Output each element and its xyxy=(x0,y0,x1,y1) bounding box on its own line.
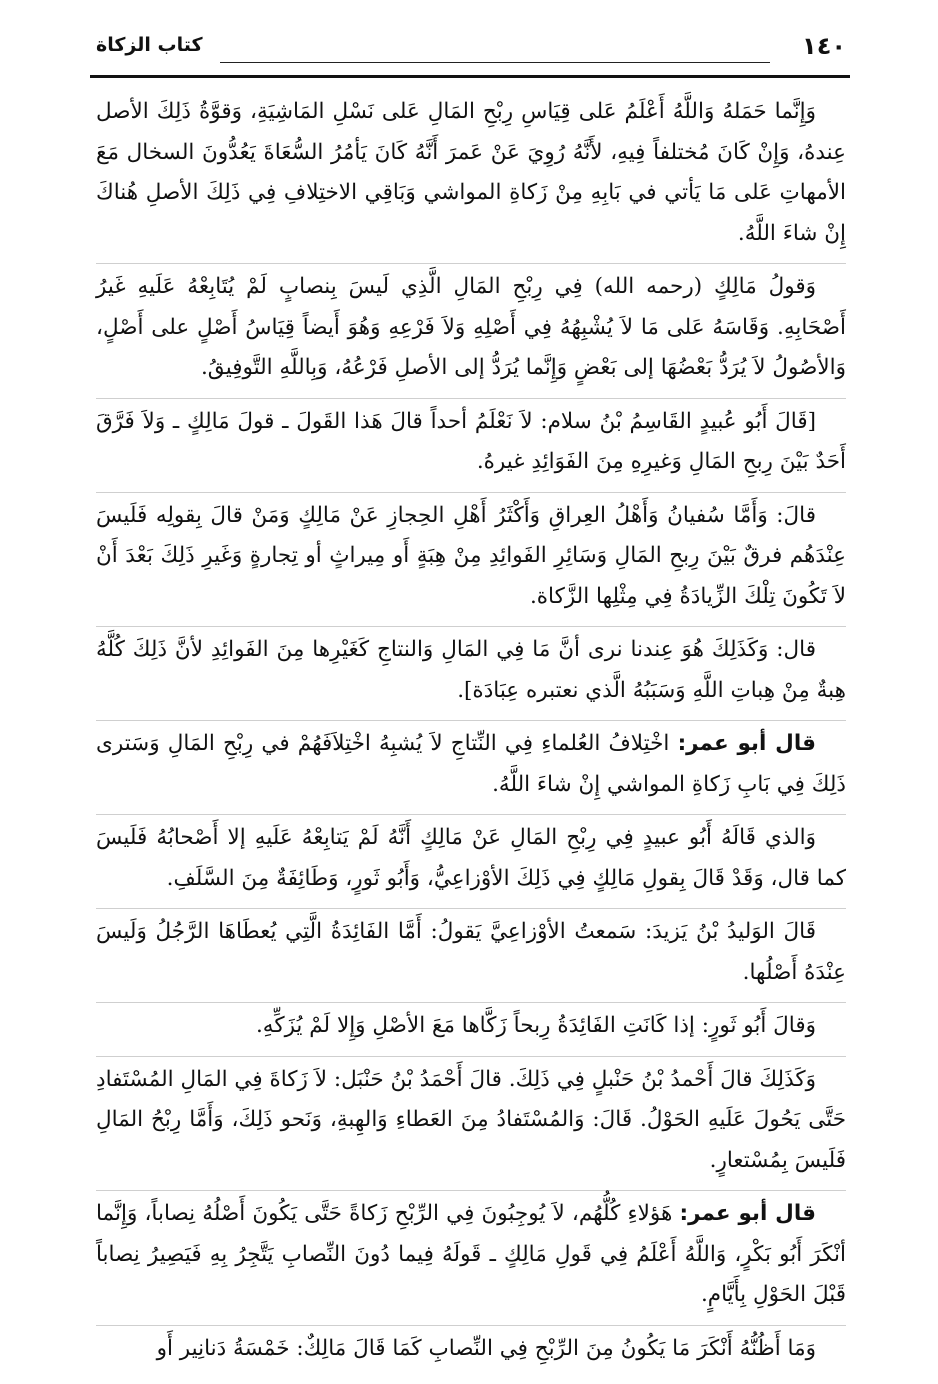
paragraph-text: وَقالَ أَبُو ثَورٍ: إذا كَانَتِ الفَائِدَةُ رِبحاً زَكَّاها مَعَ الأصْلِ وَإِلا لَمْ يُزَكِّهِ. xyxy=(255,1013,816,1038)
paragraph-text: قالَ: وَأَمَّا سُفيانُ وَأَهْلُ العِراقِ وَأَكْثَرُ أَهْلِ الحِجازِ عَنْ مَالِكٍ وَمَنْ قالَ بِقولِه فَلَيسَ عِنْدَهُم فرقٌ بَيْنَ رِبحِ المَالِ وَسَائِرِ الفَوائِدِ مِنْ هِبَةٍ أَو مِيراثٍ أو تِجارةٍ وَغَيرِ ذَلِكَ بَعْدَ أَنْ لاَ تَكُونَ تِلْكَ الزِّيادَةُ فِي مِثْلِها الزَّكاة. xyxy=(96,502,846,609)
paragraph-text: [قَالَ أَبُو عُبيدٍ القَاسِمُ بْنُ سلام: لاَ نَعْلَمُ أحداً قالَ هَذا القَولَ ـ قولَ مَالِكٍ ـ وَلاَ فَرَّقَ أَحَدٌ بَيْنَ رِبحِ المَالِ وَغيرِهِ مِنَ الفَوَائِدِ غيرهُ. xyxy=(96,408,846,474)
body-text xyxy=(96,92,846,1378)
page-header xyxy=(96,28,846,72)
paragraph-text: قال: وَكَذَلِكَ هُوَ عِندنا نرى أنَّ مَا فِي المَالِ وَالنتاجِ كَغَيْرِها مِنَ الفَوائِدِ لأنَّ ذَلِكَ كُلَّهُ هِبةٌ مِنْ هِباتِ اللَّهِ وَسَبَبُهُ الَّذي نعتبره عِبَادَة]. xyxy=(96,637,846,703)
paragraph xyxy=(96,1002,846,1047)
paragraph-text: وَكَذَلِكَ قالَ أَحْمدُ بْنُ حَنْبلٍ فِي ذَلِكَ. قالَ أَحْمَدُ بْنُ حَنْبَل: لاَ زَكاةَ فِي المَالِ المُسْتَفادِ حَتَّى يَحُولَ عَلَيهِ الحَوْلُ. قَالَ: وَالمُسْتَفادُ مِنَ العَطاءِ وَالهِبةِ، وَنَحو ذَلِكَ، وَأَمَّا رِبْحُ المَالِ فَلَيسَ بِمُسْتعارٍ. xyxy=(96,1066,846,1173)
paragraph-text: هَؤلاءِ كُلُّهُم، لاَ يُوجِبُونَ فِي الرِّبْحِ زَكاةً حَتَّى يَكُونَ أَصْلُهُ نِصاباً، وَإِنَّما أنْكَرَ أَبُو بَكْرٍ، وَاللَّهُ أَعْلَمُ فِي قَولِ مَالِكٍ ـ قَولَهُ فِيما دُونَ النِّصابِ يَتَّجِرُ بِهِ فَيَصِيرُ نِصاباً قَبْلَ الحَوْلِ بِأَيَّامٍ. xyxy=(96,1201,846,1307)
paragraph-text: وَإِنَّما حَمَلهُ وَاللَّهُ أَعْلَمُ عَلى قِيَاسِ رِبْحِ المَالِ عَلى نَسْلِ المَاشِيَةِ، وَقوَّةُ ذَلِكَ الأصل عِندهُ، وَإِنْ كَانَ مُختلفاً فِيهِ، لأَنَّهُ رُوِيَ عَنْ عَمرَ أَنَّهُ كَانَ يَأمُرُ السُّعَاةَ يَعُدُّونَ السخال مَعَ الأمهاتِ عَلى مَا يَأتي في بَابِهِ مِنْ زَكاةِ المواشي وَبَاقِي الاختِلافِ فِي ذَلِكَ الأصلِ هُناكَ إِنْ شاءَ اللَّهُ. xyxy=(96,99,846,246)
paragraph xyxy=(96,626,846,711)
paragraph xyxy=(96,1325,846,1370)
paragraph xyxy=(96,1190,846,1316)
header-rule-thick xyxy=(90,75,850,78)
paragraph-text: وَقولُ مَالِكٍ (رحمه الله) فِي رِبْحِ المَالِ الَّذِي لَيسَ بِنصابٍ لَمْ يُتَابِعْهُ عَلَيهِ غَيرُ أَصْحَابِهِ. وَقَاسَهُ عَلى مَا لاَ يُشْبِهُهُ فِي أَصْلِهِ وَلاَ فَرْعِهِ وَهُوَ أَيضاً قِيَاسُ أَصْلٍ على أَصْلٍ، وَالأصُولُ لاَ يُرَدُّ بَعْضُهَا إلى بَعْضٍ وَإِنَّما يُرَدُّ إلى الأصلِ فَرْعُهُ، وَبِاللَّهِ التَّوفِيقُ. xyxy=(96,274,846,380)
page-number: ١٤٠ xyxy=(802,32,846,60)
paragraph xyxy=(96,398,846,483)
paragraph xyxy=(96,92,846,254)
paragraph-text: وَمَا أَظُنُّهُ أَنْكَرَ مَا يَكُونُ مِنَ الرِّبْحِ فِي النِّصابِ كَمَا قَالَ مَالِكٌ: خَمْسَةُ دَنانِير أَو xyxy=(156,1335,816,1361)
paragraph xyxy=(96,1056,846,1182)
paragraph-text: وَالذي قَالَهُ أَبُو عبيدٍ فِي رِبْحِ المَالِ عَنْ مَالِكٍ أَنَّهُ لَمْ يَتابِعْهُ عَلَيهِ إلا أَصْحابُهُ فَلَيسَ كما قال، وَقَدْ قَالَ بِقولِ مَالِكٍ فِي ذَلِكَ الأوْزاعِيُّ، وَأَبُو ثَورٍ، وَطَائِفَةٌ مِنَ السَّلَفِ. xyxy=(96,825,846,891)
paragraph xyxy=(96,720,846,805)
paragraph xyxy=(96,492,846,618)
paragraph-text: قَالَ الوَليدُ بْنُ يَزيدَ: سَمعتُ الأوْزاعِيَّ يَقولُ: أَمَّا الفَائِدَةُ الَّتِي يُعطَاهَا الرَّجُلُ وَلَيسَ عِنْدَهُ أَصْلُها. xyxy=(96,919,846,985)
paragraph xyxy=(96,263,846,389)
paragraph xyxy=(96,908,846,993)
running-title: كتاب الزكاة xyxy=(96,34,203,56)
paragraph-text: اخْتِلافُ العُلماءِ فِي النِّتاجِ لاَ يُشبِهُ اخْتِلاَفَهُمْ في رِبْحِ المَالِ وَسَترى ذَلِكَ فِي بَابِ زَكاةِ المواشي إِنْ شاءَ اللَّهُ. xyxy=(96,731,846,797)
speaker-label: قال أبو عمر: xyxy=(679,1201,816,1226)
paragraph xyxy=(96,814,846,899)
header-rule-thin xyxy=(220,62,770,63)
speaker-label: قال أبو عمر: xyxy=(677,731,816,756)
